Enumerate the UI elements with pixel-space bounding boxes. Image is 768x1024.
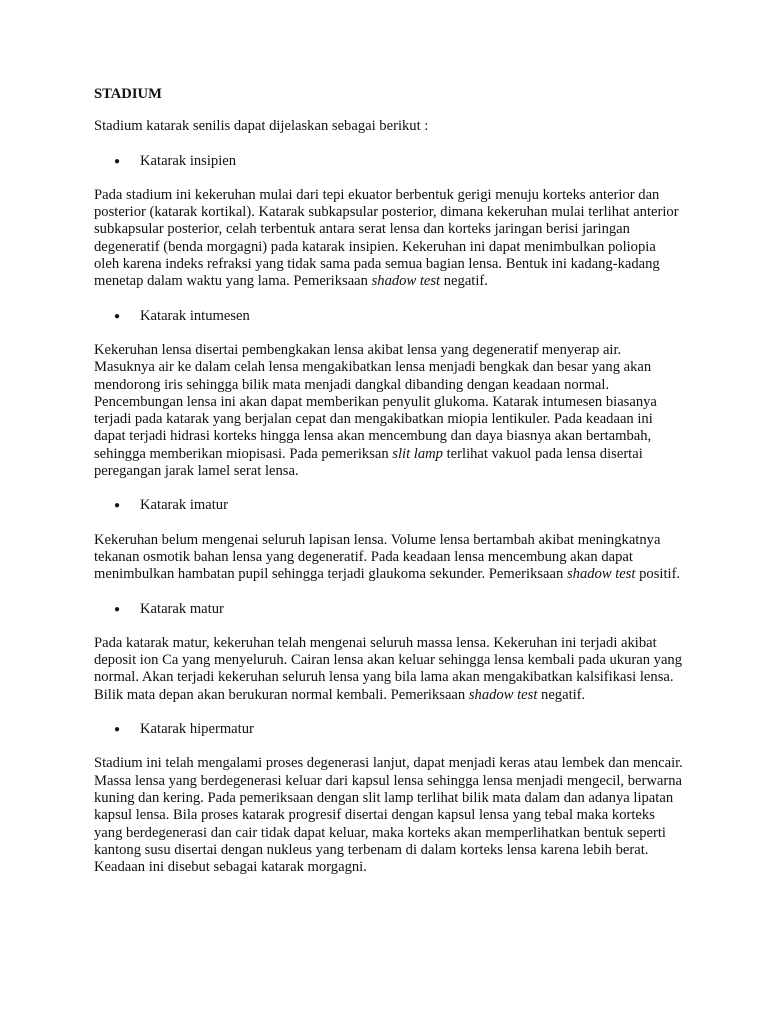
bullet-item-intumesen [94, 308, 684, 325]
bullet-icon: ● [114, 155, 121, 167]
section-paragraph-matur [94, 635, 684, 704]
intro-paragraph: Stadium katarak senilis dapat dijelaskan sebagai berikut : [94, 118, 429, 135]
bullet-icon: ● [114, 500, 121, 512]
section-paragraph-insipien [94, 187, 684, 291]
italic-term: shadow test [468, 686, 538, 703]
paragraph-text: Pada katarak matur, kekeruhan telah mengenai seluruh massa lensa. Kekeruhan ini terjadi akibat deposit ion Ca yang menyeluruh. Cairan lensa akan keluar sehingga lensa kembali pada ukuran yang normal. Akan terjadi kekeruhan seluruh lensa yang bila lama akan mengakibatkan kalsifikasi lensa. Bilik mata depan akan berukuran normal kembali. Pemeriksaan [94, 634, 683, 703]
paragraph-text-end: negatif. [440, 273, 488, 290]
section-paragraph-intumesen [94, 342, 684, 480]
bullet-icon: ● [114, 310, 121, 322]
paragraph-text: Kekeruhan lensa disertai pembengkakan lensa akibat lensa yang degeneratif menyerap air. Masuknya air ke dalam celah lensa mengakibatkan lensa menjadi bengkak dan besar yang akan mendorong iris sehingga bilik mata menjadi dangkal dibanding dengan keadaan normal. Pencembungan lensa ini akan dapat memberikan penyulit glukoma. Katarak intumesen biasanya terjadi pada katarak yang berjalan cepat dan mengakibatkan miopia lentikuler. Pada keadaan ini dapat terjadi hidrasi korteks hingga lensa akan mencembung dan daya biasnya akan bertambah, sehingga memberikan miopisasi. Pada pemeriksan [94, 341, 657, 462]
section-title: Katarak intumesen [140, 307, 250, 324]
paragraph-text-end: terlihat vakuol pada lensa disertai peregangan jarak lamel serat lensa. [94, 445, 643, 480]
italic-term: slit lamp [392, 445, 443, 462]
italic-term: shadow test [371, 273, 441, 290]
section-paragraph-hipermatur [94, 755, 684, 876]
bullet-item-matur [94, 601, 684, 618]
page-title: STADIUM [94, 86, 162, 102]
paragraph-text-end: negatif. [537, 686, 586, 703]
italic-term: shadow test [566, 566, 636, 583]
section-title: Katarak insipien [140, 152, 237, 169]
bullet-item-hipermatur [94, 721, 684, 738]
section-title: Katarak imatur [140, 497, 228, 514]
paragraph-text: Pada stadium ini kekeruhan mulai dari tepi ekuator berbentuk gerigi menuju korteks anterior dan posterior (katarak kortikal). Katarak subkapsular posterior, dimana kekeruhan mulai terlihat anterior subkapsular posterior, celah terbentuk antara serat lensa dan korteks jaringan berisi jaringan degeneratif (benda morgagni) pada katarak insipien. Kekeruhan ini dapat menimbulkan poliopia oleh karena indeks refraksi yang tidak sama pada semua bagian lensa. Bentuk ini kadang-kadang menetap dalam waktu yang lama. Pemeriksaan [94, 186, 679, 290]
bullet-icon: ● [114, 603, 121, 615]
bullet-icon: ● [114, 724, 121, 736]
bullet-item-imatur [94, 497, 684, 514]
document-body [94, 86, 684, 893]
section-title: Katarak hipermatur [140, 721, 254, 738]
paragraph-text: Stadium ini telah mengalami proses degenerasi lanjut, dapat menjadi keras atau lembek dan mencair. Massa lensa yang berdegenerasi keluar dari kapsul lensa sehingga lensa menjadi mengecil, berwarna kuning dan kering. Pada pemeriksaan dengan slit lamp terlihat bilik mata dalam dan adanya lipatan kapsul lensa. Bila proses katarak progresif disertai dengan kapsul lensa yang tebal maka korteks yang berdegenerasi dan cair tidak dapat keluar, maka korteks akan memperlihatkan bentuk seperti kantong susu disertai dengan nukleus yang terbenam di dalam korteks lensa karena lebih berat. Keadaan ini disebut sebagai katarak morgagni. [94, 755, 683, 876]
section-paragraph-imatur [94, 532, 684, 584]
section-title: Katarak matur [140, 600, 224, 617]
paragraph-text-end: positif. [635, 566, 681, 583]
bullet-item-insipien [94, 153, 684, 170]
paragraph-text: Kekeruhan belum mengenai seluruh lapisan lensa. Volume lensa bertambah akibat meningkatnya tekanan osmotik bahan lensa yang degeneratif. Pada keadaan lensa mencembung akan dapat menimbulkan hambatan pupil sehingga terjadi glaukoma sekunder. Pemeriksaan [94, 531, 661, 583]
